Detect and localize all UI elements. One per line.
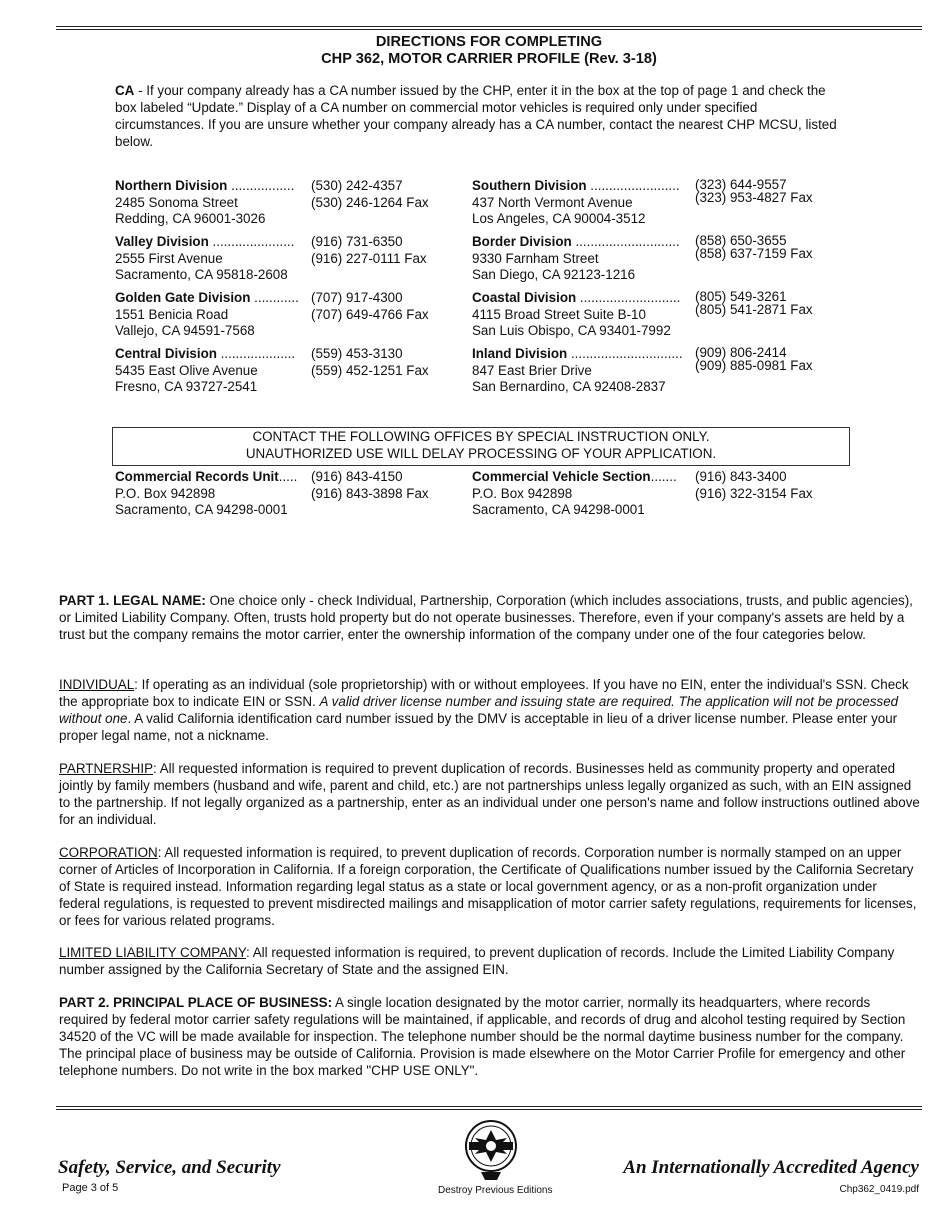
- phone-southern: (323) 644-9557 (323) 953-4827 Fax: [695, 177, 813, 205]
- footer-rule-2: [56, 1109, 922, 1110]
- division-southern: Southern Division ........................ 437 North Vermont Avenue Los Angeles, CA 90004-3512: [472, 178, 680, 226]
- phone-central: (559) 453-3130 (559) 452-1251 Fax: [311, 346, 429, 378]
- division-golden-gate: Golden Gate Division ............ 1551 Benicia Road Vallejo, CA 94591-7568: [115, 290, 299, 338]
- division-coastal: Coastal Division ........................... 4115 Broad Street Suite B-10 San Luis Obispo, CA 93401-7992: [472, 290, 681, 338]
- phone-golden-gate: (707) 917-4300 (707) 649-4766 Fax: [311, 290, 429, 322]
- division-central: Central Division .................... 5435 East Olive Avenue Fresno, CA 93727-2541: [115, 346, 296, 394]
- division-border: Border Division ............................ 9330 Farnham Street San Diego, CA 92123-1216: [472, 234, 680, 282]
- chp-seal-icon: [463, 1116, 519, 1182]
- phone-commercial-vehicle: (916) 843-3400 (916) 322-3154 Fax: [695, 469, 813, 501]
- phone-coastal: (805) 549-3261 (805) 541-2871 Fax: [695, 289, 813, 317]
- phone-valley: (916) 731-6350 (916) 227-0111 Fax: [311, 234, 427, 266]
- file-id: Chp362_0419.pdf: [839, 1184, 919, 1195]
- part1-paragraph: PART 1. LEGAL NAME: One choice only - check Individual, Partnership, Corporation (which includes associations, trusts, and public agencies), or Limited Liability Company. Often, trusts hold property but do not operate businesses. Therefore, even if your company's assets are held by a trust but the company remains the motor carrier, enter the ownership information of the company under one of the four categories below.: [59, 593, 913, 642]
- top-rule-2: [56, 29, 922, 30]
- top-rule: [56, 26, 922, 27]
- part2-paragraph: PART 2. PRINCIPAL PLACE OF BUSINESS: A single location designated by the motor carrier, normally its headquarters, where records required by federal motor carrier safety regulations will be maintained, if applicable, and records of drug and alcohol testing required by Section 34520 of the VC will be made available for inspection. The telephone number should be the normal daytime business number for the company. The principal place of business may be outside of California. Provision is made elsewhere on the Motor Carrier Profile for emergency and other telephone numbers. Do not write in the box marked "CHP USE ONLY".: [59, 995, 906, 1078]
- special-instruction-box: CONTACT THE FOLLOWING OFFICES BY SPECIAL INSTRUCTION ONLY. UNAUTHORIZED USE WILL DELAY PROCESSING OF YOUR APPLICATION.: [112, 427, 850, 466]
- division-northern: Northern Division ................. 2485 Sonoma Street Redding, CA 96001-3026: [115, 178, 295, 226]
- phone-northern: (530) 242-4357 (530) 246-1264 Fax: [311, 178, 429, 210]
- office-commercial-vehicle: Commercial Vehicle Section....... P.O. Box 942898 Sacramento, CA 94298-0001: [472, 469, 677, 517]
- llc-paragraph: LIMITED LIABILITY COMPANY: All requested information is required, to prevent duplication of records. Include the Limited Liability Company number assigned by the California Secretary of State and the assigned EIN.: [59, 945, 895, 977]
- phone-inland: (909) 806-2414 (909) 885-0981 Fax: [695, 345, 813, 373]
- phone-border: (858) 650-3655 (858) 637-7159 Fax: [695, 233, 813, 261]
- destroy-notice: Destroy Previous Editions: [438, 1185, 553, 1196]
- footer-left-motto: Safety, Service, and Security: [58, 1157, 281, 1178]
- corporation-paragraph: CORPORATION: All requested information is required, to prevent duplication of records. Corporation number is normally stamped on an upper corner of Articles of Incorporation in California. If a foreign corporation, the Certificate of Qualifications number issued by the California Secretary of State is required instead. Information regarding legal status as a state or local government agency, or as a non-profit organization under federal regulations, is requested to prevent misdirected mailings and misapplication of motor carrier safety regulations, requirements for licenses, or fees for various related programs.: [59, 845, 917, 928]
- office-commercial-records: Commercial Records Unit..... P.O. Box 942898 Sacramento, CA 94298-0001: [115, 469, 298, 517]
- footer-right-motto: An Internationally Accredited Agency: [623, 1157, 919, 1178]
- footer-rule: [56, 1106, 922, 1107]
- page-number: Page 3 of 5: [62, 1182, 119, 1194]
- division-inland: Inland Division .............................. 847 East Brier Drive San Bernardino, CA 92408-2837: [472, 346, 683, 394]
- phone-commercial-records: (916) 843-4150 (916) 843-3898 Fax: [311, 469, 429, 501]
- division-valley: Valley Division ...................... 2555 First Avenue Sacramento, CA 95818-2608: [115, 234, 295, 282]
- individual-paragraph: INDIVIDUAL: If operating as an individual (sole proprietorship) with or without employees. If you have no EIN, enter the individual's SSN. Check the appropriate box to indicate EIN or SSN. A valid driver license number and issuing state are required. The application will not be processed without one. A valid California identification card number issued by the DMV is acceptable in lieu of a driver license number. Please enter your proper legal name, not a nickname.: [59, 677, 909, 743]
- ca-paragraph: CA - If your company already has a CA number issued by the CHP, enter it in the box at the top of page 1 and check the box labeled “Update.” Display of a CA number on commercial motor vehicles is required only under specified circumstances. If you are unsure whether your company already has a CA number, contact the nearest CHP MCSU, listed below.: [115, 83, 837, 149]
- partnership-paragraph: PARTNERSHIP: All requested information is required to prevent duplication of records. Businesses held as community property and operated jointly by family members (husband and wife, parent and child, etc.) are not partnerships unless legally organized as such, with an EIN assigned to the partnership. If not legally organized as a partnership, enter as an individual under one person's name and follow instructions outlined above for an individual.: [59, 761, 920, 827]
- page-title: DIRECTIONS FOR COMPLETING CHP 362, MOTOR CARRIER PROFILE (Rev. 3-18): [321, 34, 657, 67]
